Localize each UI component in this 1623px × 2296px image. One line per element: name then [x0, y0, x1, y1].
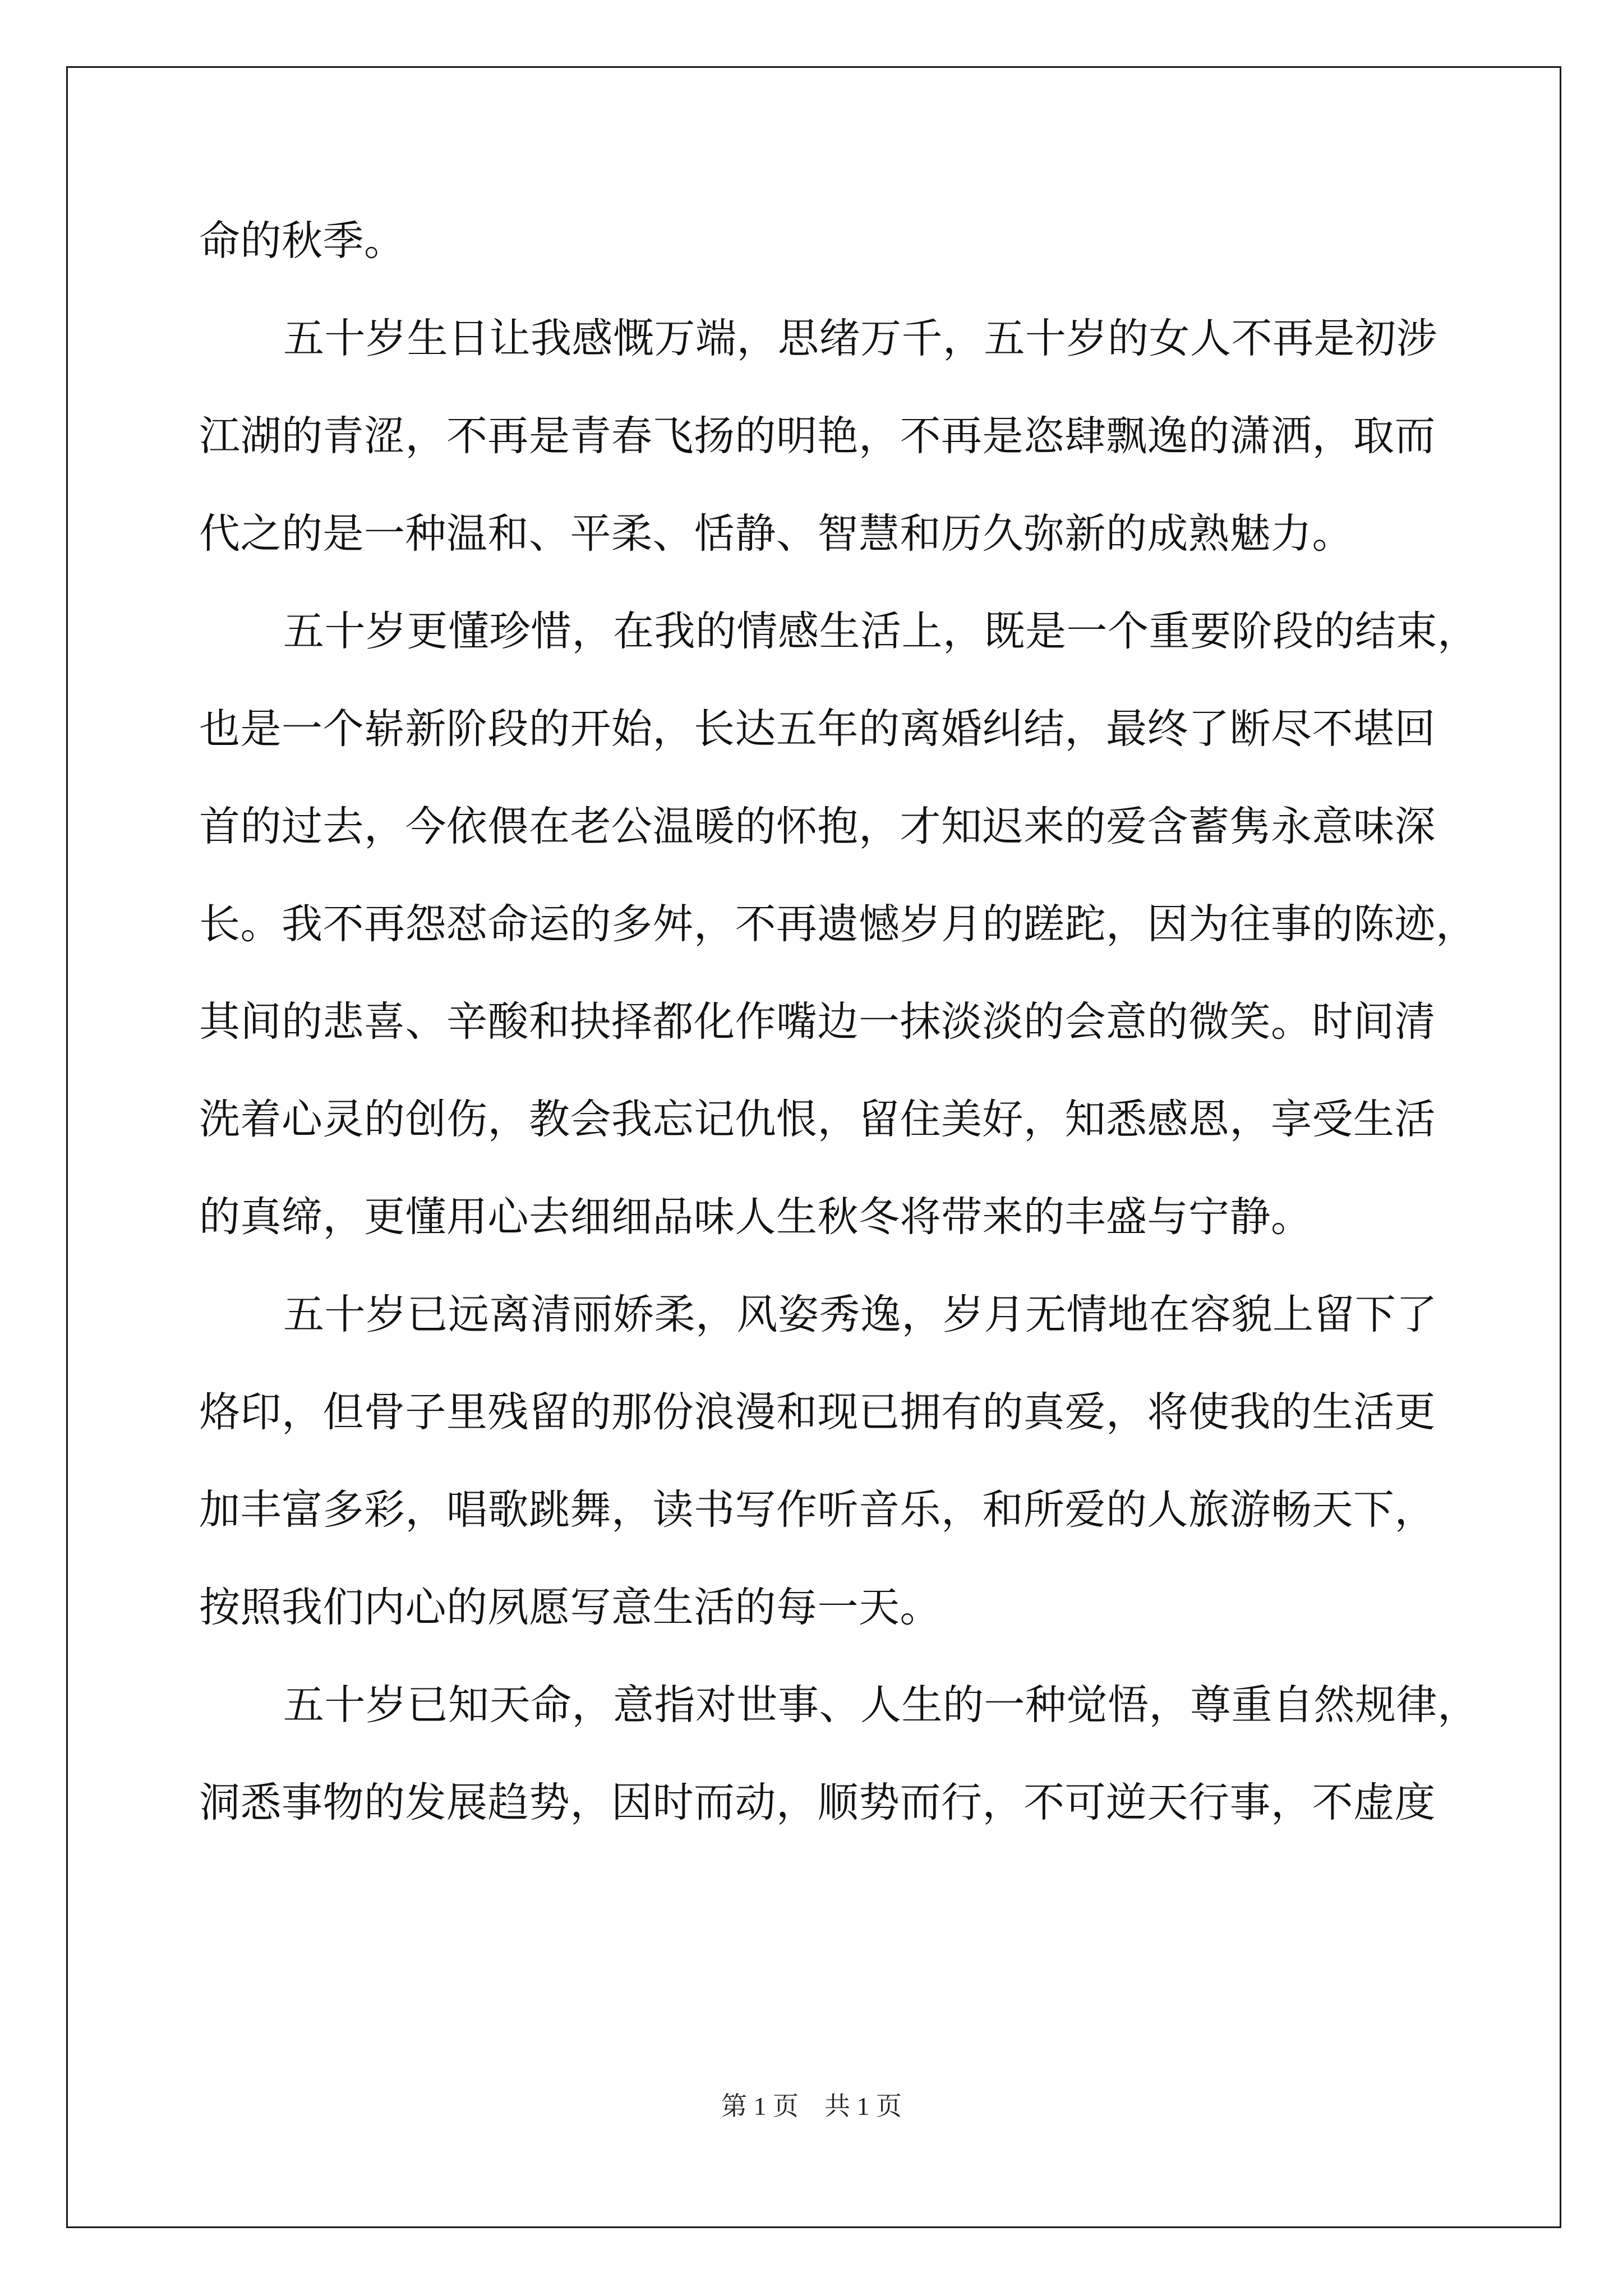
text-line: 代之的是一种温和、平柔、恬静、智慧和历久弥新的成熟魅力。 — [199, 510, 1353, 558]
paragraph-start-line: 五十岁已远离清丽娇柔，风姿秀逸，岁月无情地在容貌上留下了 — [283, 1291, 1437, 1338]
text-line: 洞悉事物的发展趋势，因时而动，顺势而行，不可逆天行事，不虚度 — [199, 1779, 1436, 1826]
text-line: 烙印，但骨子里残留的那份浪漫和现已拥有的真爱，将使我的生活更 — [199, 1388, 1436, 1436]
text-line: 洗着心灵的创伤，教会我忘记仇恨，留住美好，知悉感恩，享受生活 — [199, 1096, 1436, 1143]
paragraph-start-line: 五十岁已知天命，意指对世事、人生的一种觉悟，尊重自然规律， — [283, 1681, 1479, 1729]
text-line: 首的过去，今依偎在老公温暖的怀抱，才知迟来的爱含蓄隽永意味深 — [199, 803, 1436, 850]
page-footer: 第 1 页 共 1 页 — [721, 2092, 902, 2120]
page-border — [66, 66, 1561, 2228]
text-line: 的真缔，更懂用心去细细品味人生秋冬将带来的丰盛与宁静。 — [199, 1193, 1312, 1241]
text-line: 按照我们内心的夙愿写意生活的每一天。 — [199, 1584, 941, 1631]
text-line: 长。我不再怨怼命运的多舛，不再遗憾岁月的蹉跎，因为往事的陈迹， — [199, 900, 1477, 948]
paragraph-start-line: 五十岁生日让我感慨万端，思绪万千，五十岁的女人不再是初涉 — [283, 315, 1437, 362]
text-line: 加丰富多彩，唱歌跳舞，读书写作听音乐，和所爱的人旅游畅天下， — [199, 1486, 1436, 1534]
text-line: 也是一个崭新阶段的开始，长达五年的离婚纠结，最终了断尽不堪回 — [199, 705, 1436, 753]
text-line: 命的秋季。 — [199, 217, 405, 265]
text-line: 其间的悲喜、辛酸和抉择都化作嘴边一抹淡淡的会意的微笑。时间清 — [199, 998, 1436, 1046]
text-line: 江湖的青涩，不再是青春飞扬的明艳，不再是恣肆飘逸的潇洒，取而 — [199, 412, 1436, 460]
paragraph-start-line: 五十岁更懂珍惜，在我的情感生活上，既是一个重要阶段的结束， — [283, 608, 1479, 655]
